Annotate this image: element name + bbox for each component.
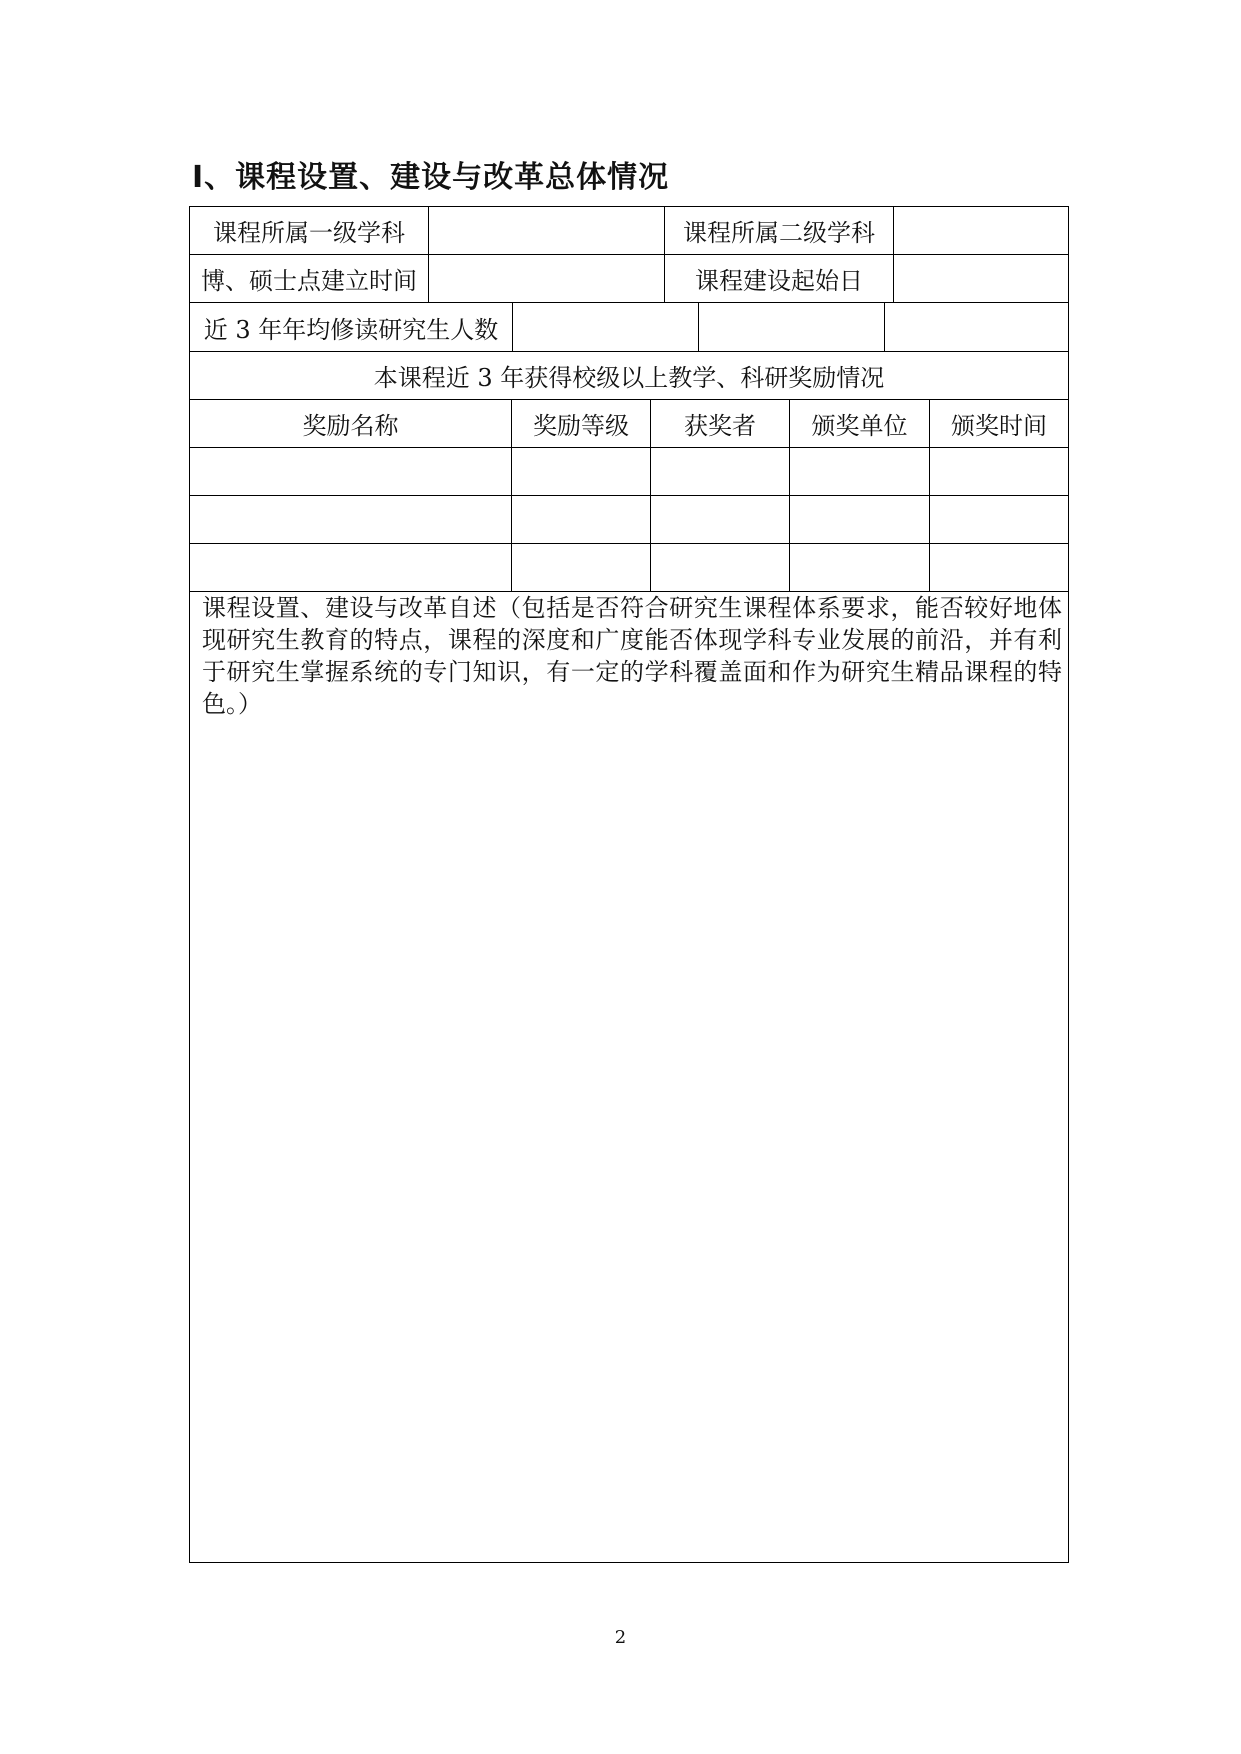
award-row-1-level[interactable] xyxy=(512,448,650,495)
awards-header-name: 奖励名称 xyxy=(302,412,399,440)
course-start-date-field[interactable] xyxy=(894,255,1068,302)
level1-subject-label: 课程所属一级学科 xyxy=(213,219,405,247)
awards-header-level: 奖励等级 xyxy=(533,412,629,440)
annual-students-field-3[interactable] xyxy=(885,303,1068,351)
award-row-3-name[interactable] xyxy=(190,544,511,591)
level2-subject-label: 课程所属二级学科 xyxy=(683,219,875,247)
award-row-1-winner[interactable] xyxy=(651,448,789,495)
award-row-1-date[interactable] xyxy=(930,448,1068,495)
awards-header-date: 颁奖时间 xyxy=(951,412,1047,440)
award-row-1-issuer[interactable] xyxy=(790,448,929,495)
page-number: 2 xyxy=(614,1627,627,1648)
narrative-text-area[interactable] xyxy=(202,728,1058,1554)
award-row-2-name[interactable] xyxy=(190,496,511,543)
award-row-2-winner[interactable] xyxy=(651,496,789,543)
degree-program-date-field[interactable] xyxy=(429,255,664,302)
award-row-3-level[interactable] xyxy=(512,544,650,591)
degree-program-date-label: 博、硕士点建立时间 xyxy=(201,267,417,295)
award-row-3-date[interactable] xyxy=(930,544,1068,591)
section-heading: Ⅰ、课程设置、建设与改革总体情况 xyxy=(192,160,670,195)
annual-students-field-2[interactable] xyxy=(699,303,884,351)
award-row-2-date[interactable] xyxy=(930,496,1068,543)
award-row-1-name[interactable] xyxy=(190,448,511,495)
awards-header-issuer: 颁奖单位 xyxy=(811,412,908,440)
narrative-prompt: 课程设置、建设与改革自述（包括是否符合研究生课程体系要求，能否较好地体现研究生教育的特点，课程的深度和广度能否体现学科专业发展的前沿，并有利于研究生掌握系统的专门知识，有一定的学科覆盖面和作为研究生精品课程的特色。） xyxy=(202,594,1062,718)
course-start-date-label: 课程建设起始日 xyxy=(695,267,863,295)
award-row-2-level[interactable] xyxy=(512,496,650,543)
award-row-3-winner[interactable] xyxy=(651,544,789,591)
award-row-3-issuer[interactable] xyxy=(790,544,929,591)
annual-students-label: 近 3 年年均修读研究生人数 xyxy=(203,315,499,344)
level2-subject-field[interactable] xyxy=(894,207,1068,254)
level1-subject-field[interactable] xyxy=(429,207,664,254)
awards-header-winner: 获奖者 xyxy=(684,412,756,440)
award-row-2-issuer[interactable] xyxy=(790,496,929,543)
awards-section-title: 本课程近 3 年获得校级以上教学、科研奖励情况 xyxy=(373,364,885,392)
annual-students-field-1[interactable] xyxy=(513,303,698,351)
